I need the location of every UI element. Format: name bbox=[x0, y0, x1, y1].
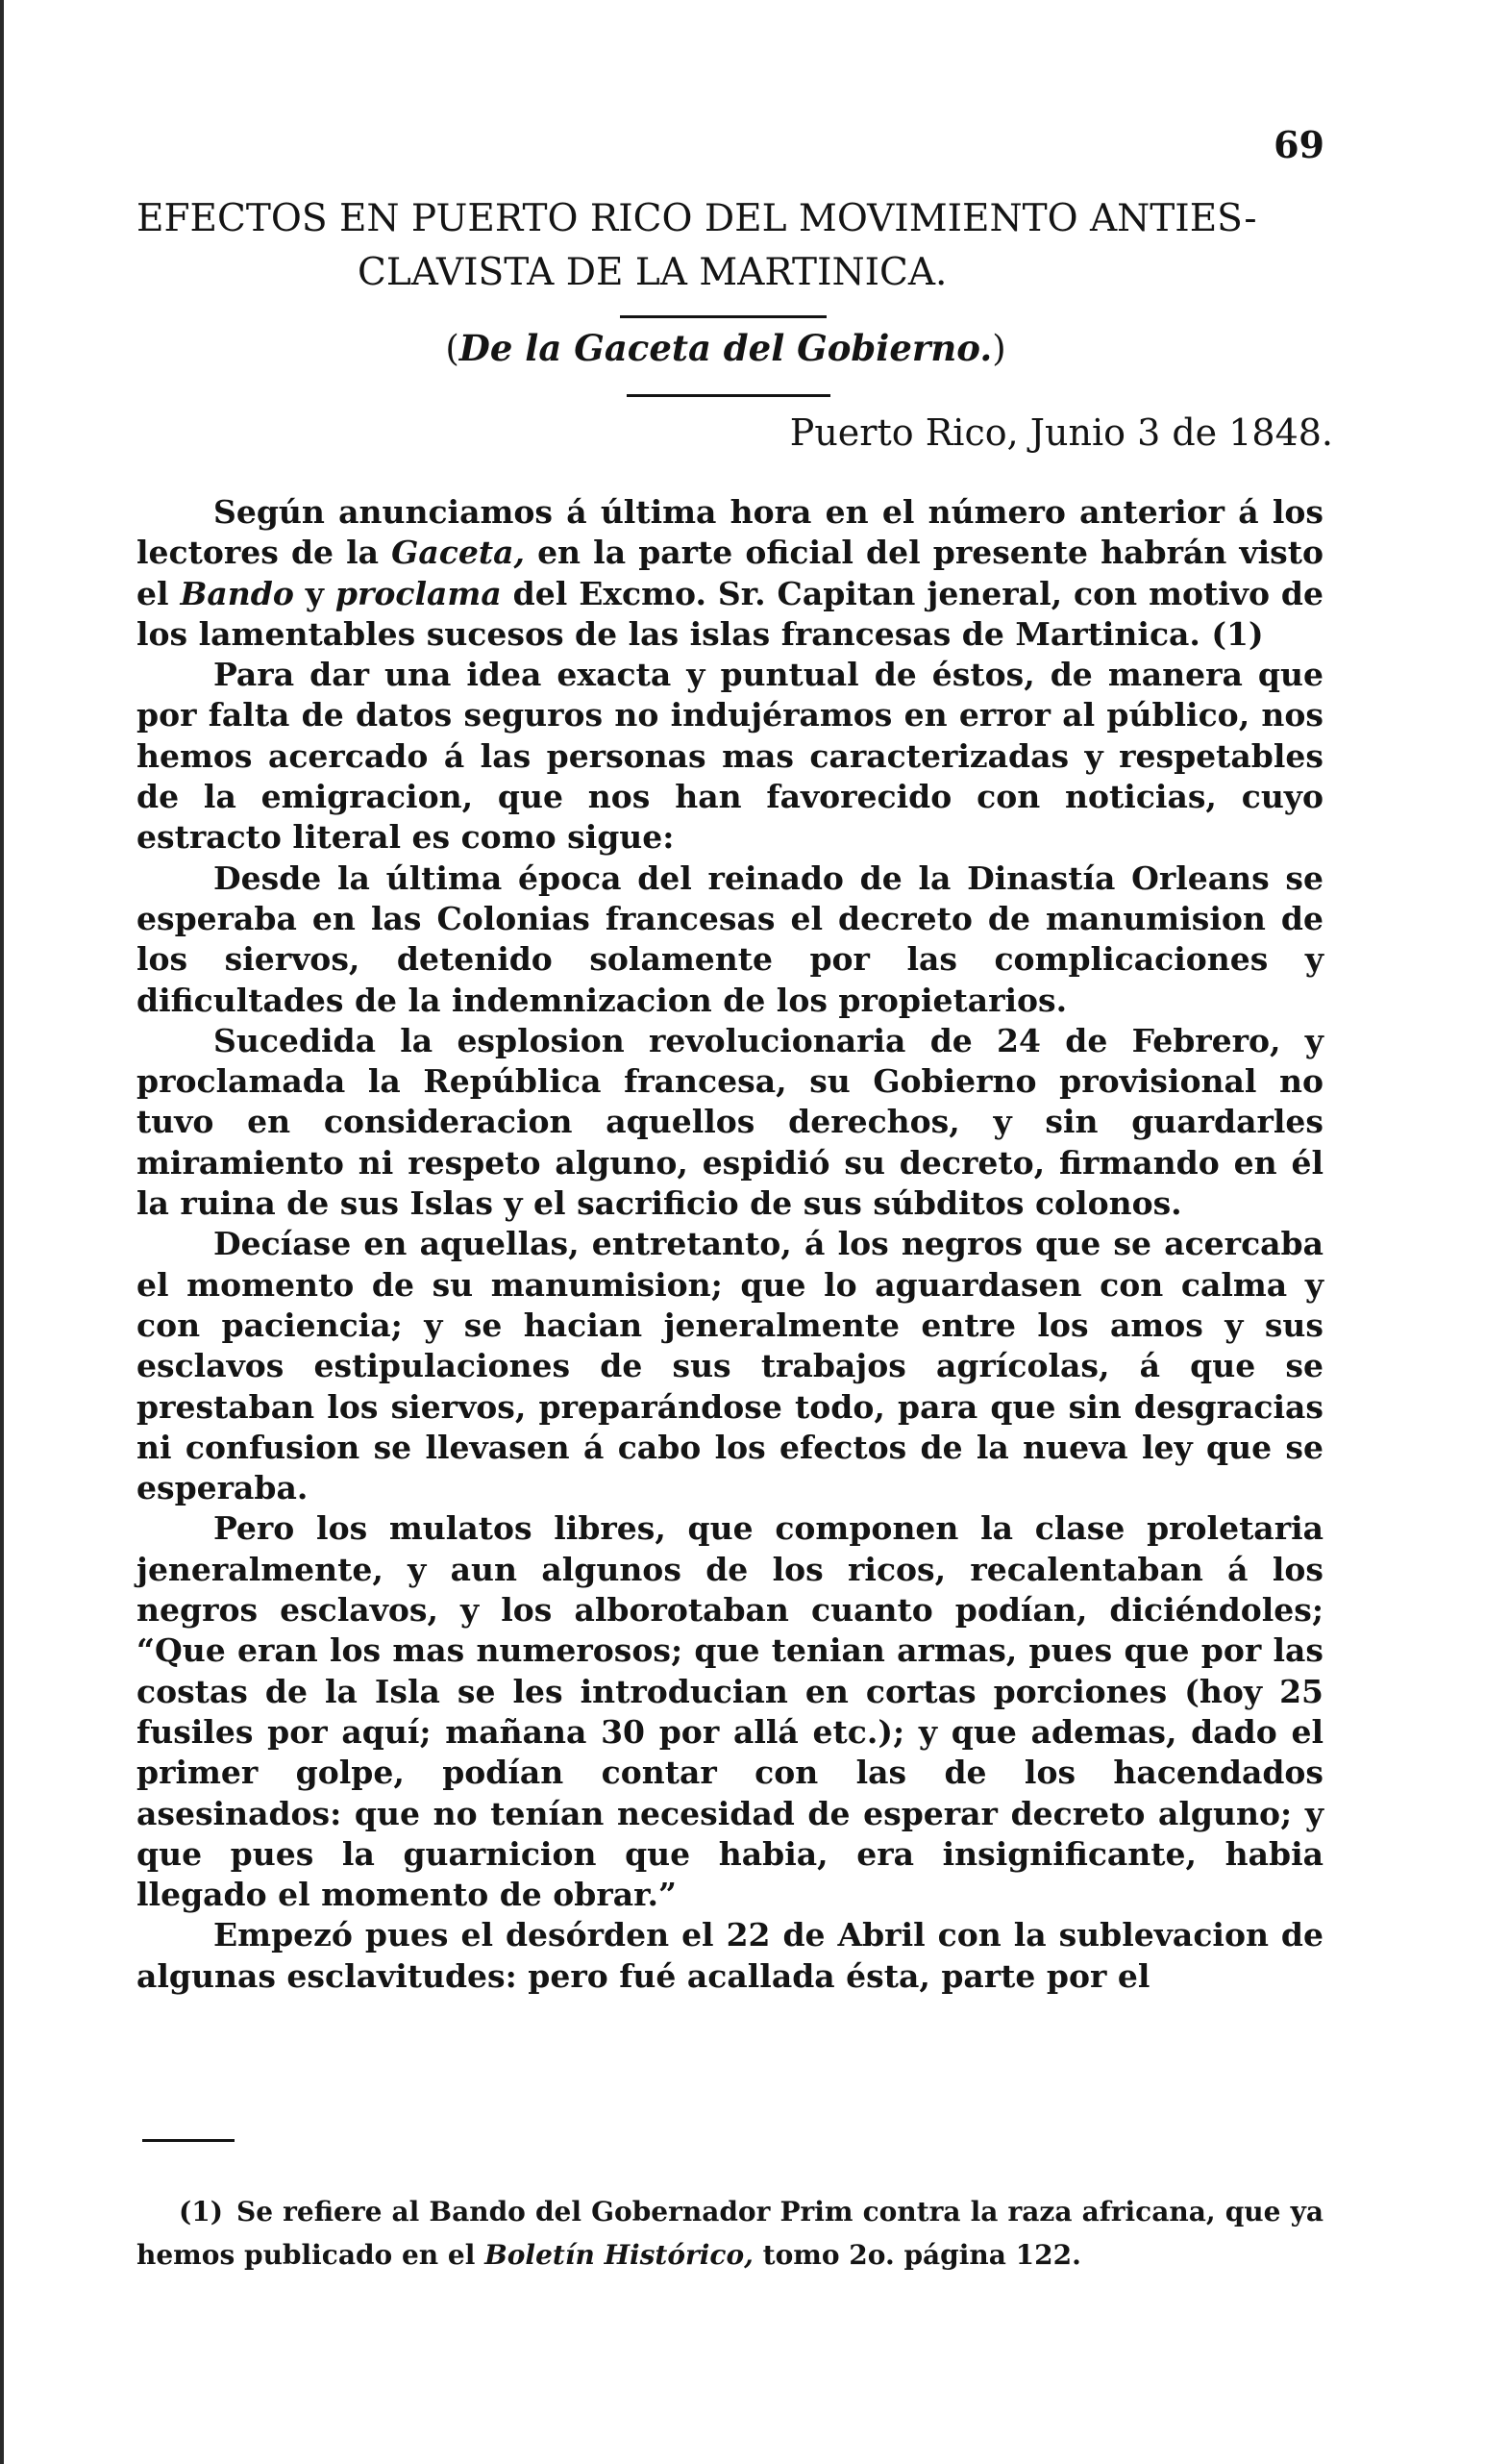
paragraph-7: Empezó pues el desórden el 22 de Abril con la sublevacion de algunas esclavitudes: pero fué acallada ésta, parte por el bbox=[136, 1916, 1323, 1995]
title-line-2: CLAVISTA DE LA MARTINICA. bbox=[358, 251, 948, 294]
article-title bbox=[136, 192, 1338, 300]
source-name: De la Gaceta del Gobierno. bbox=[458, 327, 993, 369]
footnote-separator-rule bbox=[142, 2139, 235, 2142]
source-attribution: (De la Gaceta del Gobierno.) bbox=[445, 327, 1006, 369]
source-separator-rule bbox=[627, 394, 830, 397]
paragraph-2: Para dar una idea exacta y puntual de éstos, de manera que por falta de datos seguros no indujéramos en error al público, nos hemos acercado á las personas mas caracterizadas y respetables de la emigracion, que nos han favorecido con noticias, cuyo estracto literal es como sigue: bbox=[136, 656, 1323, 857]
paragraph-1: Según anunciamos á última hora en el número anterior á los lectores de la Gaceta, en la parte oficial del presente habrán visto el Bando y proclama del Excmo. Sr. Capitan jeneral, con motivo de los lamentables sucesos de las islas francesas de Martinica. (1) bbox=[136, 493, 1324, 653]
paragraph-6: Pero los mulatos libres, que componen la clase proletaria jeneralmente, y aun algunos de los ricos, recalentaban á los negros esclavos, y los alborotaban cuanto podían, diciéndoles; “Que eran los mas numerosos; que tenian armas, pues que por las costas de la Isla se les introducian en cortas porciones (hoy 25 fusiles por aquí; mañana 30 por allá etc.); y que ademas, dado el primer golpe, podían contar con las de los hacendados asesinados: que no tenían necesidad de esperar decreto alguno; y que pues la guarnicion que habia, era insignificante, habia llegado el momento de obrar.” bbox=[136, 1509, 1323, 1914]
title-separator-rule bbox=[620, 315, 827, 318]
page-number: 69 bbox=[1274, 123, 1324, 166]
paragraph-4: Sucedida la esplosion revolucionaria de 24 de Febrero, y proclamada la República francesa, su Gobierno provisional no tuvo en consideracion aquellos derechos, y sin guardarles miramiento ni respeto alguno, espidió su decreto, firmando en él la ruina de sus Islas y el sacrificio de sus súbditos colonos. bbox=[136, 1021, 1323, 1223]
footnote: (1) Se refiere al Bando del Gobernador Prim contra la raza africana, que ya hemos publicado en el Boletín Histórico, tomo 2o. página 122. bbox=[136, 2190, 1323, 2277]
paragraph-3: Desde la última época del reinado de la Dinastía Orleans se esperaba en las Colonias francesas el decreto de manumision de los siervos, detenido solamente por las complicaciones y dificultades de la indemnizacion de los propietarios. bbox=[136, 859, 1323, 1019]
footnote-publication: Boletín Histórico, bbox=[484, 2239, 754, 2271]
page-edge-border bbox=[0, 0, 4, 2464]
paragraph-5: Decíase en aquellas, entretanto, á los negros que se acercaba el momento de su manumision; que lo aguardasen con calma y con paciencia; y se hacian jeneralmente entre los amos y sus esclavos estipulaciones de sus trabajos agrícolas, á que se prestaban los siervos, preparándose todo, para que sin desgracias ni confusion se llevasen á cabo los efectos de la nueva ley que se esperaba. bbox=[136, 1225, 1323, 1507]
title-line-1: EFECTOS EN PUERTO RICO DEL MOVIMIENTO ANTIES- bbox=[136, 197, 1257, 240]
dateline: Puerto Rico, Junio 3 de 1848. bbox=[789, 411, 1333, 454]
footnote-marker: (1) bbox=[179, 2196, 223, 2228]
article-body bbox=[136, 492, 1323, 1997]
